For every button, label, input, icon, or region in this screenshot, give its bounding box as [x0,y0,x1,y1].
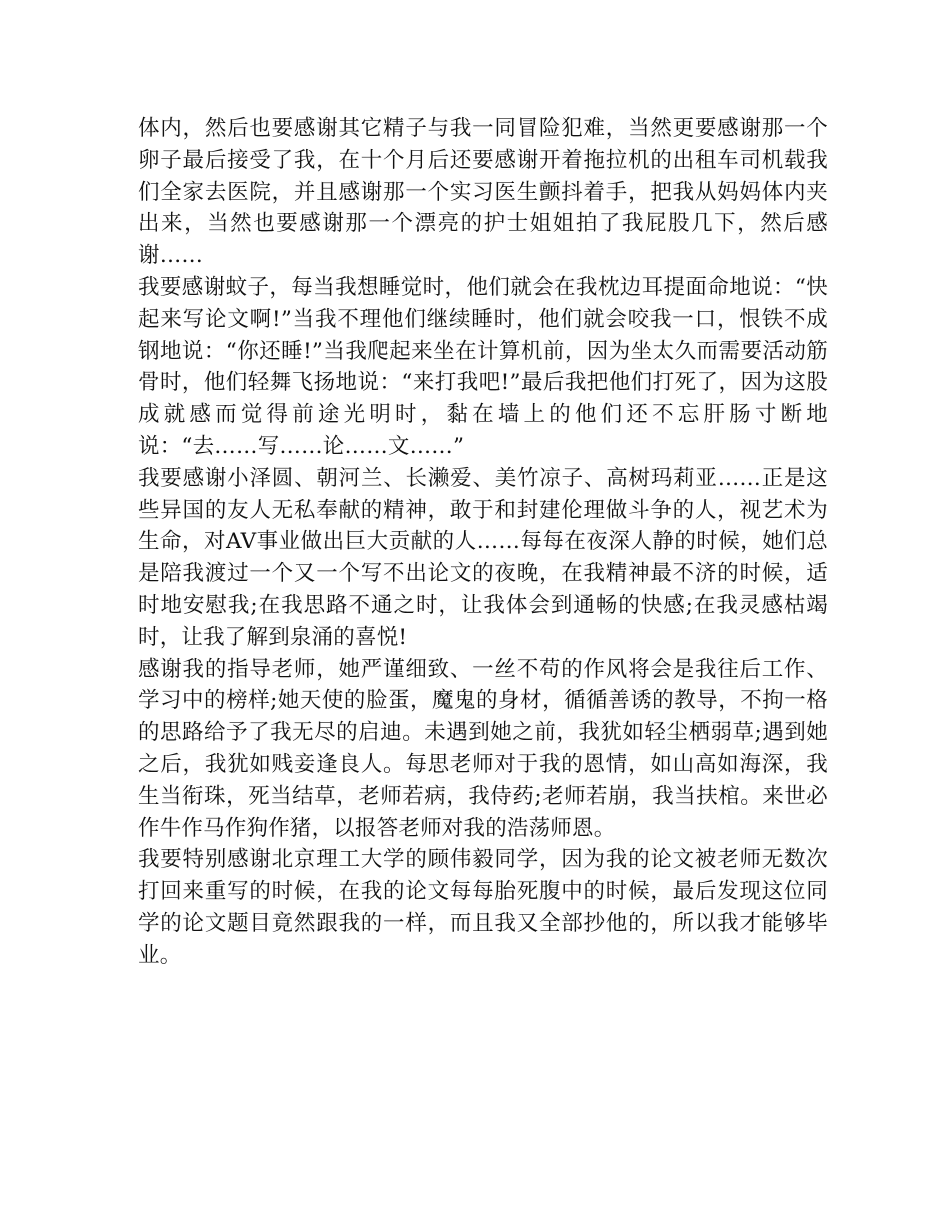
paragraph-4: 感谢我的指导老师，她严谨细致、一丝不苟的作风将会是我往后工作、学习中的榜样;她天使的脸蛋，魔鬼的身材，循循善诱的教导，不拘一格的思路给予了我无尽的启迪。未遇到她之前，我犹如轻尘栖弱草;遇到她之后，我犹如贱妾逢良人。每思老师对于我的恩情，如山高如海深，我生当衔珠，死当结草，老师若病，我侍药;老师若崩，我当扶棺。来世必作牛作马作狗作猪，以报答老师对我的浩荡师恩。 [138,656,828,841]
paragraph-5: 我要特别感谢北京理工大学的顾伟毅同学，因为我的论文被老师无数次打回来重写的时候，在我的论文每每胎死腹中的时候，最后发现这位同学的论文题目竟然跟我的一样，而且我又全部抄他的，所以我才能够毕业。 [138,847,828,968]
document-body [138,113,828,972]
paragraph-1: 体内，然后也要感谢其它精子与我一同冒险犯难，当然更要感谢那一个卵子最后接受了我，在十个月后还要感谢开着拖拉机的出租车司机载我们全家去医院，并且感谢那一个实习医生颤抖着手，把我从妈妈体内夹出来，当然也要感谢那一个漂亮的护士姐姐拍了我屁股几下，然后感谢…… [138,116,828,269]
paragraph-3: 我要感谢小泽圆、朝河兰、长濑爱、美竹凉子、高树玛莉亚……正是这些异国的友人无私奉献的精神，敢于和封建伦理做斗争的人，视艺术为生命，对AV事业做出巨大贡献的人……每每在夜深人静的时候，她们总是陪我渡过一个又一个写不出论文的夜晚，在我精神最不济的时候，适时地安慰我;在我思路不通之时，让我体会到通畅的快感;在我灵感枯竭时，让我了解到泉涌的喜悦! [138,465,828,650]
paragraph-2: 我要感谢蚊子，每当我想睡觉时，他们就会在我枕边耳提面命地说：“快起来写论文啊!”当我不理他们继续睡时，他们就会咬我一口，恨铁不成钢地说：“你还睡!”当我爬起来坐在计算机前，因为坐太久而需要活动筋骨时，他们轻舞飞扬地说：“来打我吧!”最后我把他们打死了，因为这股成就感而觉得前途光明时，黏在墙上的他们还不忘肝肠寸断地说：“去……写……论……文……” [138,274,828,459]
